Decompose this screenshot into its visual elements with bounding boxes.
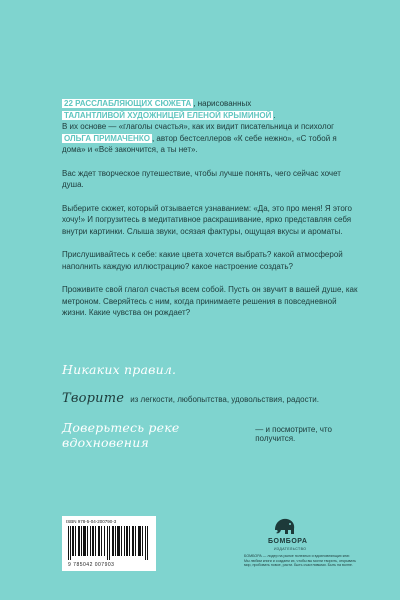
highlight-author: ОЛЬГА ПРИМАЧЕНКО: [64, 133, 150, 143]
intro-text-4: , автор бестселлеров «К себе нежно», «С тобой я дома» и «Всё закончится, а ты нет».: [62, 133, 337, 154]
publisher-subtitle: ИЗДАТЕЛЬСТВО: [274, 547, 307, 551]
paragraph-choose: Выберите сюжет, который отзывается узнаванием: «Да, это про меня! Я этого хочу!» И погрузитесь в медитативное раскрашивание, ярко представляя себя внутри картинки. Слыша звуки, осязая фактуры, ощущая вкусы и ароматы.: [62, 203, 352, 236]
barcode-bars-icon: [68, 526, 150, 560]
highlight-artist: ТАЛАНТЛИВОЙ ХУДОЖНИЦЕЙ ЕЛЕНОЙ КРЫМИНОЙ: [64, 110, 272, 120]
intro-text-2: .: [273, 110, 276, 120]
paragraph-journey: Вас ждет творческое путешествие, чтобы лучше понять, чего сейчас хочет душа.: [62, 168, 341, 189]
intro-text-3: В их основе — «глаголы счастья», как их видит писательница и психолог: [62, 122, 335, 131]
bombora-elephant-logo-icon: [272, 516, 298, 538]
script-create: Творите: [62, 391, 125, 406]
highlight-22-stories: 22 РАССЛАБЛЯЮЩИХ СЮЖЕТА: [64, 99, 192, 108]
intro-text-1: , нарисованных: [193, 99, 252, 108]
line-3-text: — и посмотрите, что получится.: [255, 425, 332, 443]
isbn-text: ISBN 978-5-04-200790-3: [66, 519, 117, 524]
publisher-name: БОМБОРА: [268, 538, 308, 545]
script-line-1: [62, 362, 362, 377]
publisher-description: БОМБОРА — лидер на рынке полезных и вдохновляющих книг. Мы любим книги и создаем их, чтобы вы могли творить, открывать мир, пробовать новое, расти. Быть счастливыми. Быть на волне.: [244, 554, 356, 568]
line-2-text: из легкости, любопытства, удовольствия, радости.: [130, 395, 319, 404]
paragraph-listen: Прислушивайтесь к себе: какие цвета хочется выбрать? какой атмосферой наполнить каждую иллюстрацию? какое настроение создать?: [62, 250, 343, 271]
paragraph-live: Проживите свой глагол счастья всем собой. Пусть он звучит в вашей душе, как метроном. Сверяйтесь с ним, когда принимаете решения в повседневной жизни. Какие чувства он рождает?: [62, 285, 358, 317]
script-lines: [62, 362, 362, 464]
script-no-rules: Никаких правил.: [62, 362, 177, 377]
paragraph-intro: [62, 98, 362, 156]
barcode: [62, 516, 156, 571]
description-text: [62, 98, 362, 331]
script-line-2: [62, 391, 362, 406]
script-trust-river: Доверьтесь реке вдохновения: [62, 420, 180, 450]
barcode-number: 9 785042 007903: [68, 562, 115, 568]
script-line-3: [62, 420, 362, 450]
